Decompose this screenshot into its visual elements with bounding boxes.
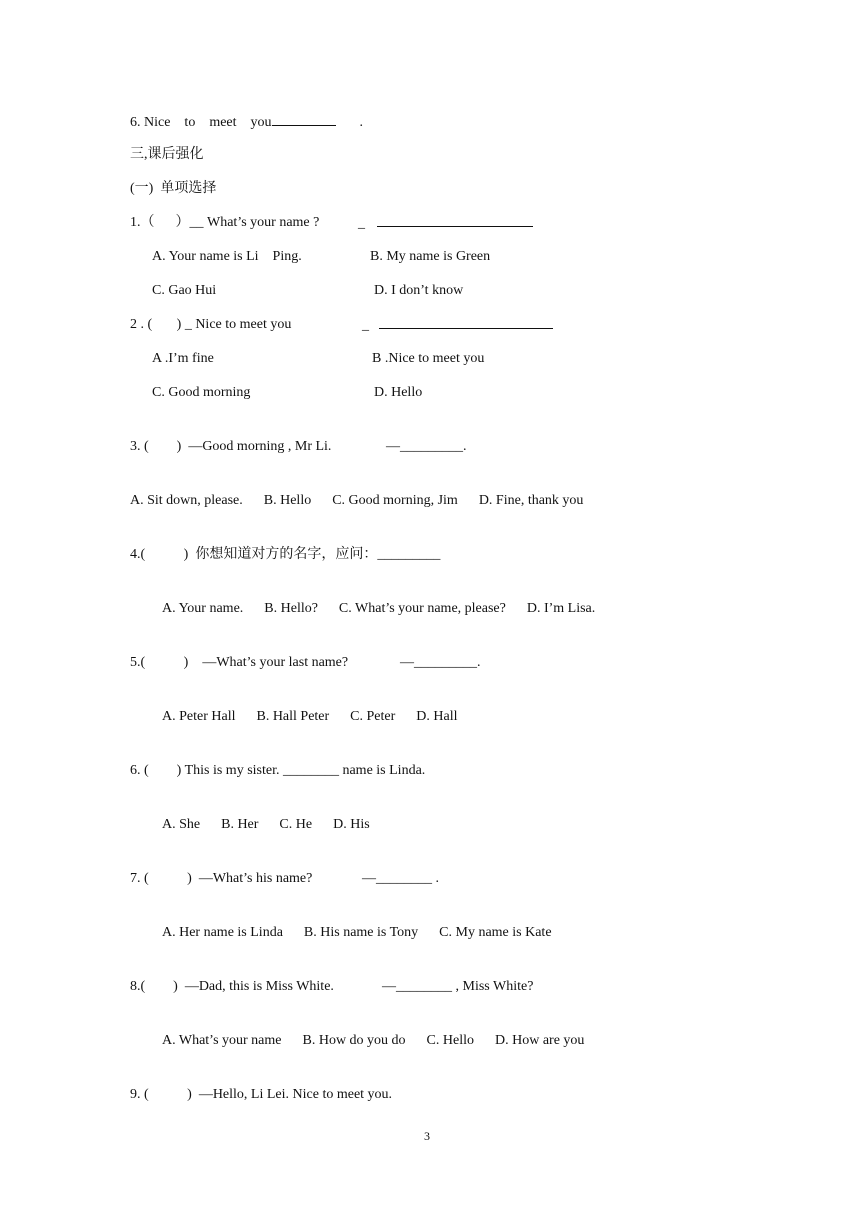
answer-blank	[272, 113, 336, 126]
section-title: 三,课后强化	[130, 147, 204, 162]
fill-in-item-6	[130, 113, 363, 132]
question-2-tail	[362, 316, 553, 335]
question-1-tail	[358, 214, 533, 233]
question-5-reply: —_________.	[400, 655, 481, 670]
question-8-reply: —________ , Miss White?	[382, 979, 534, 994]
question-3-stem: 3. ( ) —Good morning , Mr Li.	[130, 439, 332, 454]
question-6-options: A. She B. Her C. He D. His	[162, 817, 370, 832]
question-1-tail-text: _	[358, 216, 365, 231]
question-6-stem: 6. ( ) This is my sister. ________ name is Linda.	[130, 763, 426, 778]
page-number: 3	[424, 1129, 430, 1143]
question-5-stem: 5.( ) —What’s your last name?	[130, 655, 349, 670]
question-2-option-b: B .Nice to meet you	[372, 351, 485, 366]
question-2-tail-text: _	[362, 318, 369, 333]
question-7-reply: —________ .	[362, 871, 439, 886]
question-5-options: A. Peter Hall B. Hall Peter C. Peter D. Hall	[162, 709, 458, 724]
question-1-option-d: D. I don’t know	[374, 283, 464, 298]
question-2-option-d: D. Hello	[374, 385, 423, 400]
question-2-stem: 2 . ( ) _ Nice to meet you	[130, 317, 292, 332]
answer-blank	[377, 214, 533, 227]
item-6-period: .	[359, 115, 364, 130]
question-3-options: A. Sit down, please. B. Hello C. Good morning, Jim D. Fine, thank you	[130, 493, 584, 508]
question-8-options: A. What’s your name B. How do you do C. Hello D. How are you	[162, 1033, 585, 1048]
question-4-stem: 4.( ) 你想知道对方的名字，应问：_________	[130, 547, 441, 562]
question-8-stem: 8.( ) —Dad, this is Miss White.	[130, 979, 334, 994]
question-1-option-a: A. Your name is Li Ping.	[152, 249, 302, 264]
question-7-options: A. Her name is Linda B. His name is Tony C. My name is Kate	[162, 925, 552, 940]
question-9-stem: 9. ( ) —Hello, Li Lei. Nice to meet you.	[130, 1087, 393, 1102]
subsection-title: (一) 单项选择	[130, 181, 217, 196]
question-2-option-c: C. Good morning	[152, 385, 251, 400]
answer-blank	[379, 316, 553, 329]
question-1-option-b: B. My name is Green	[370, 249, 491, 264]
question-4-options: A. Your name. B. Hello? C. What’s your name, please? D. I’m Lisa.	[162, 601, 596, 616]
item-6-text: 6. Nice to meet you	[130, 115, 272, 130]
question-1-option-c: C. Gao Hui	[152, 283, 217, 298]
question-1-stem: 1.（ ）__ What’s your name ?	[130, 215, 320, 230]
question-7-stem: 7. ( ) —What’s his name?	[130, 871, 313, 886]
question-3-reply: —_________.	[386, 439, 467, 454]
question-2-option-a: A .I’m fine	[152, 351, 214, 366]
